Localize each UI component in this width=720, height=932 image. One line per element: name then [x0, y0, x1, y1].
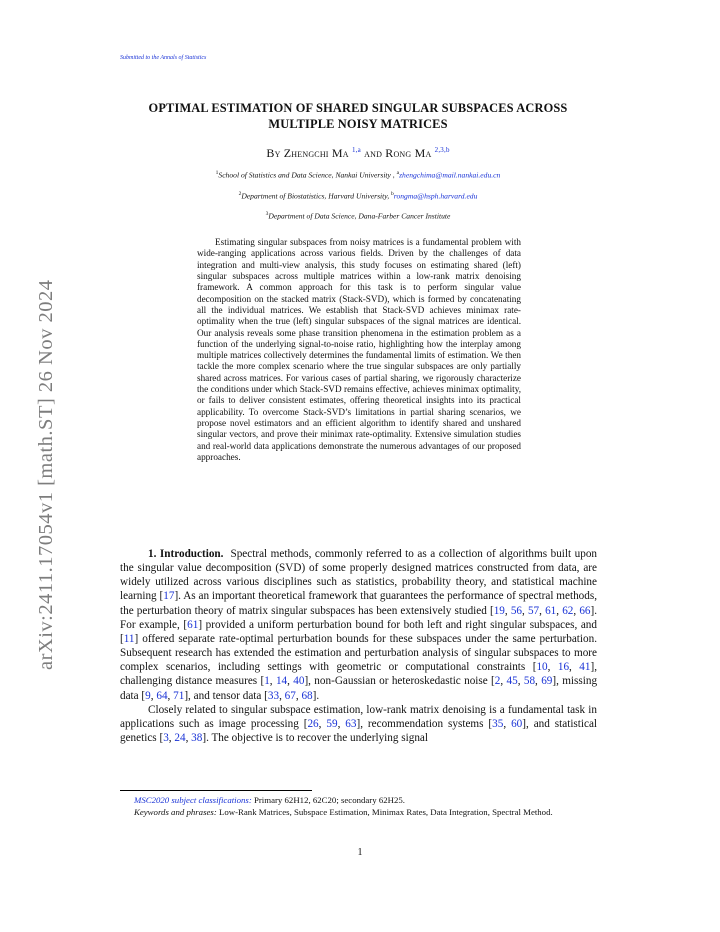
paragraph-text: ,: [539, 604, 546, 617]
paragraph-text: ] offered separate rate-optimal perturbation bounds for these subspaces under the same perturbation. Subsequent research has extended the estimation and perturbation analysis of singular subspaces to more complex scenarios, including settings with geometric or computational constraints [: [120, 632, 597, 674]
email-link[interactable]: rongma@hsph.harvard.edu: [393, 191, 478, 201]
paragraph-text: ,: [569, 661, 580, 674]
paragraph-text: ]. As an important theoretical framework that guarantees the performance of spectral methods, the perturbation theory of matrix singular subspaces has been extensively studied [: [120, 590, 597, 617]
citation-link[interactable]: 33: [267, 689, 280, 702]
citation-link[interactable]: 45: [506, 675, 518, 688]
citation-link[interactable]: 61: [187, 618, 199, 631]
title-line-1: OPTIMAL ESTIMATION OF SHARED SINGULAR SUBSPACES ACROSS: [148, 101, 568, 115]
arxiv-stamp: arXiv:2411.17054v1 [math.ST] 26 Nov 2024: [35, 279, 57, 670]
citation-link[interactable]: 60: [511, 717, 523, 730]
citation-link[interactable]: 40: [293, 675, 305, 688]
citation-link[interactable]: 2: [494, 675, 501, 688]
affiliation-1: [120, 170, 596, 180]
citation-link[interactable]: 67: [284, 689, 296, 702]
affiliation-number: 3: [265, 211, 269, 217]
affiliation-text: School of Statistics and Data Science, Nankai University ,: [218, 170, 395, 180]
paragraph-text: ,: [185, 732, 192, 745]
keywords-footnote: [120, 807, 597, 819]
keywords-label: Keywords and phrases:: [134, 806, 217, 817]
journal-submission-note: Submitted to the Annals of Statistics: [120, 55, 207, 61]
author-1-affil-marker[interactable]: 1,a: [351, 146, 361, 154]
paragraph-text: ,: [556, 604, 563, 617]
and-label: and: [364, 146, 383, 160]
citation-link[interactable]: 11: [123, 632, 135, 645]
paragraph-text: ,: [168, 732, 175, 745]
affiliation-number: 2: [238, 191, 242, 197]
affiliation-3: [120, 211, 596, 221]
email-tag: b: [391, 191, 394, 197]
paragraph-text: ,: [517, 675, 524, 688]
paragraph-text: ,: [337, 717, 346, 730]
keywords-text: Low-Rank Matrices, Subspace Estimation, Minimax Rates, Data Integration, Spectral Method.: [218, 806, 553, 817]
paragraph-text: ,: [522, 604, 528, 617]
msc-label-link[interactable]: MSC2020 subject classifications:: [134, 795, 252, 805]
paragraph-text: ,: [573, 604, 580, 617]
footnotes: [120, 795, 597, 818]
paragraph-text: ,: [503, 717, 512, 730]
introduction-section: [120, 547, 597, 745]
intro-paragraph-1: [120, 547, 597, 703]
affiliation-text: Department of Biostatistics, Harvard University,: [241, 191, 390, 201]
title-line-2: MULTIPLE NOISY MATRICES: [268, 117, 448, 131]
author-line: [120, 146, 596, 161]
paper-title: [120, 100, 596, 132]
author-2-name: Rong Ma: [385, 146, 432, 160]
author-2-affil-marker[interactable]: 2,3,b: [434, 146, 450, 154]
citation-link[interactable]: 3: [163, 732, 169, 745]
citation-link[interactable]: 62: [562, 604, 574, 617]
affiliation-2: [120, 191, 596, 201]
affiliation-text: Department of Data Science, Dana-Farber Cancer Institute: [268, 211, 451, 221]
paragraph-text: ,: [504, 604, 511, 617]
citation-link[interactable]: 24: [174, 732, 186, 745]
citation-link[interactable]: 63: [345, 717, 357, 730]
citation-link[interactable]: 35: [492, 717, 504, 730]
paragraph-text: ].: [312, 689, 320, 702]
citation-link[interactable]: 10: [536, 661, 548, 674]
paragraph-text: ,: [547, 661, 558, 674]
citation-link[interactable]: 19: [493, 604, 505, 617]
citation-link[interactable]: 58: [523, 675, 536, 688]
author-1-name: Zhengchi Ma: [283, 146, 349, 160]
paragraph-text: ,: [279, 689, 285, 702]
section-heading: 1. Introduction.: [148, 548, 224, 560]
footnote-rule: [120, 790, 312, 791]
paragraph-text: ,: [150, 689, 157, 702]
citation-link[interactable]: 16: [557, 661, 570, 674]
intro-paragraph-2: [120, 703, 597, 745]
citation-link[interactable]: 69: [541, 675, 553, 688]
msc-text: Primary 62H12, 62C20; secondary 62H25.: [253, 795, 405, 805]
citation-link[interactable]: 9: [145, 689, 151, 702]
paragraph-text: ]. The objective is to recover the underlying signal: [202, 732, 428, 745]
paragraph-text: ]. For example, [: [120, 604, 598, 631]
paragraph-text: ,: [287, 675, 294, 688]
citation-link[interactable]: 59: [326, 717, 338, 730]
paragraph-text: ], and statistical genetics [: [120, 717, 598, 745]
paragraph-text: ], and tensor data [: [184, 689, 268, 702]
citation-link[interactable]: 14: [275, 675, 288, 688]
email-link[interactable]: zhengchima@mail.nankai.edu.cn: [399, 170, 501, 180]
paragraph-text: ], recommendation systems [: [356, 717, 493, 730]
citation-link[interactable]: 64: [156, 689, 168, 702]
citation-link[interactable]: 26: [307, 717, 319, 730]
citation-link[interactable]: 56: [510, 604, 523, 617]
paragraph-text: ,: [295, 689, 302, 702]
citation-link[interactable]: 61: [545, 604, 557, 617]
citation-link[interactable]: 68: [301, 689, 313, 702]
citation-link[interactable]: 41: [579, 661, 591, 674]
abstract: Estimating singular subspaces from noisy matrices is a fundamental problem with wide-ranging applications across various fields. Driven by the challenges of data integration and multi-view analysis, this study focuses on estimating shared (left) singular subspaces across multiple matrices within a low-rank matrix denoising framework. A common approach for this task is to perform singular value decomposition on the stacked matrix (Stack-SVD), which is formed by concatenating all the individual matrices. We establish that Stack-SVD achieves minimax rate-optimality when the true (left) singular subspaces of the signal matrices are identical. Our analysis reveals some phase transition phenomena in the estimation problem as a function of the underlying signal-to-noise ratio, highlighting how the interplay among multiple matrices collectively determines the fundamental limits of estimation. We then tackle the more complex scenario where the true singular subspaces are only partially shared across matrices. For various cases of partial sharing, we rigorously characterize the conditions under which Stack-SVD remains effective, achieves minimax optimality, or fails to deliver consistent estimates, offering theoretical insights into its practical applicability. To overcome Stack-SVD’s limitations in partial sharing scenarios, we propose novel estimators and an efficient algorithm to identify shared and unshared singular vectors, and prove their minimax rate-optimality. Extensive simulation studies and real-world data applications demonstrate the numerous advantages of our proposed approaches.: [197, 237, 521, 462]
by-label: By: [266, 146, 281, 160]
paragraph-text: ,: [167, 689, 174, 702]
citation-link[interactable]: 71: [173, 689, 185, 702]
paragraph-text: ], challenging distance measures [: [120, 661, 597, 688]
intro-paragraph-2-text: [120, 704, 597, 744]
paragraph-text: ] provided a uniform perturbation bound for both left and right singular subspaces, and [: [120, 618, 597, 645]
intro-paragraph-1-text: [120, 548, 597, 702]
paragraph-text: ,: [535, 675, 542, 688]
paragraph-text: ,: [269, 675, 276, 688]
paragraph-text: ], non-Gaussian or heteroskedastic noise [: [304, 675, 495, 688]
paragraph-text: ,: [500, 675, 507, 688]
paragraph-text: ], missing data [: [120, 675, 598, 702]
citation-link[interactable]: 66: [579, 604, 591, 617]
paragraph-text: ,: [318, 717, 327, 730]
email-tag: a: [396, 170, 400, 176]
citation-link[interactable]: 38: [191, 732, 203, 745]
msc-footnote: [120, 795, 597, 807]
paragraph-text: Closely related to singular subspace estimation, low-rank matrix denoising is a fundamental task in applications such as image processing [: [120, 703, 597, 730]
affiliation-number: 1: [215, 170, 219, 176]
citation-link[interactable]: 17: [163, 590, 175, 603]
citation-link[interactable]: 1: [264, 675, 270, 688]
page-number: 1: [357, 847, 363, 858]
citation-link[interactable]: 57: [527, 604, 540, 617]
paragraph-text: Spectral methods, commonly referred to as a collection of algorithms built upon the singular value decomposition (SVD) of some properly designed matrices constructed from data, are widely utilized across various disciplines such as statistics, probability theory, and statistical machine learning [: [120, 548, 598, 603]
